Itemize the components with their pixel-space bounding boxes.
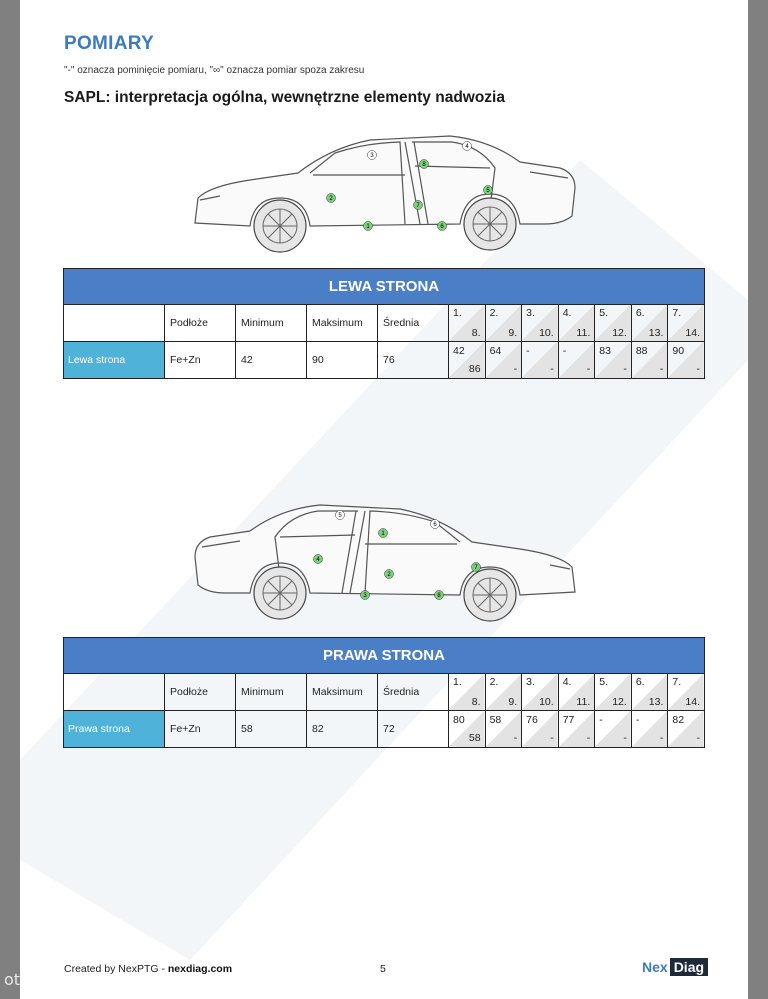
otomoto-watermark: otomoto [4,970,72,989]
col-minimum: Minimum [236,305,307,342]
point-value [668,711,705,748]
marker-4 [314,555,323,564]
point-header [522,305,559,342]
split-value-cell [632,342,668,378]
value-bottom: 58 [468,732,481,744]
substrate-value: Fe+Zn [165,711,236,748]
point-number-top: 7. [672,307,682,319]
maximum-value: 82 [307,711,378,748]
value-bottom: - [659,732,664,744]
point-number-top: 4. [562,676,572,688]
point-value [631,711,668,748]
marker-6 [438,222,447,231]
col-maximum: Maksimum [307,674,378,711]
value-bottom: - [586,363,591,375]
split-header-cell [486,305,522,341]
point-number-bottom: 11. [576,696,591,708]
empty-header-cell [64,674,165,711]
split-value-cell [559,342,595,378]
value-bottom: - [696,363,700,375]
maximum-value: 90 [307,342,378,379]
point-value [595,711,632,748]
point-number-top: 2. [489,307,499,319]
point-number-top: 1. [453,307,462,319]
svg-text:2: 2 [329,196,333,202]
marker-8 [420,160,429,169]
point-number-bottom: 10. [539,327,554,339]
split-value-cell [486,711,522,747]
average-value: 76 [378,342,449,379]
point-number-top: 6. [635,307,645,319]
svg-text:5: 5 [486,188,490,194]
empty-header-cell [64,305,165,342]
row-label: Lewa strona [64,342,165,379]
minimum-value: 58 [236,711,307,748]
col-substrate: Podłoże [165,305,236,342]
point-value [668,342,705,379]
svg-text:3: 3 [370,153,374,159]
point-value [631,342,668,379]
value-bottom: - [659,363,664,375]
point-header [558,305,595,342]
point-header [595,305,632,342]
value-top: 80 [453,714,465,726]
svg-text:6: 6 [433,522,437,528]
svg-text:7: 7 [416,203,420,209]
footer-site-link[interactable]: nexdiag.com [167,963,233,975]
point-header [449,305,486,342]
value-bottom: - [513,732,518,744]
split-header-cell [522,674,558,710]
point-number-bottom: 8. [471,696,481,708]
value-bottom: - [623,363,627,375]
split-header-cell [486,674,522,710]
footer-prefix: Created by NexPTG - [64,963,168,975]
report-page [20,0,748,999]
point-value [522,342,559,379]
point-number-bottom: 8. [471,327,481,339]
point-header [449,674,486,711]
page-title: POMIARY [64,33,155,54]
value-top: 83 [599,345,611,357]
value-bottom: - [550,732,554,744]
marker-6 [431,520,440,529]
point-header [668,305,705,342]
point-number-top: 5. [599,307,609,319]
point-number-top: 2. [489,676,499,688]
marker-3 [361,591,370,600]
svg-text:3: 3 [363,593,367,599]
col-minimum: Minimum [236,674,307,711]
marker-1 [379,529,388,538]
col-substrate: Podłoże [165,674,236,711]
col-average: Średnia [378,305,449,342]
logo-diag: Diag [670,958,708,976]
right-table-heading: PRAWA STRONA [64,638,705,674]
value-top: - [526,345,530,357]
value-top: 77 [562,714,575,726]
split-value-cell [559,711,595,747]
measurement-legend-note: "-" oznacza pominięcie pomiaru, "∞" oznacza pomiar spoza zakresu [64,65,365,76]
value-bottom: 86 [468,363,481,375]
marker-7 [472,563,481,572]
section-subtitle: SAPL: interpretacja ogólna, wewnętrzne elementy nadwozia [64,89,505,106]
split-value-cell [595,342,631,378]
point-value [485,342,522,379]
split-header-cell [632,305,668,341]
split-header-cell [522,305,558,341]
point-number-bottom: 9. [508,327,518,339]
svg-text:8: 8 [422,162,426,168]
point-number-bottom: 10. [539,696,554,708]
average-value: 72 [378,711,449,748]
value-bottom: - [550,363,554,375]
value-top: - [599,714,603,726]
point-number-top: 3. [526,676,535,688]
right-side-table [63,637,705,748]
point-header [558,674,595,711]
marker-3 [368,151,377,160]
marker-2 [327,194,336,203]
point-header [485,674,522,711]
point-value [485,711,522,748]
svg-text:5: 5 [338,513,342,519]
value-top: 90 [672,345,685,357]
value-top: - [562,345,567,357]
point-number-bottom: 14. [685,696,700,708]
value-top: 42 [453,345,465,357]
point-number-top: 4. [562,307,572,319]
split-value-cell [522,711,558,747]
point-number-bottom: 12. [612,696,627,708]
split-header-cell [449,305,485,341]
point-value [522,711,559,748]
point-value [595,342,632,379]
row-label: Prawa strona [64,711,165,748]
left-side-table [63,268,705,379]
value-top: - [635,714,640,726]
split-value-cell [486,342,522,378]
split-value-cell [449,711,485,747]
point-number-bottom: 14. [685,327,700,339]
svg-text:2: 2 [387,572,391,578]
value-top: 58 [489,714,502,726]
value-top: 82 [672,714,685,726]
point-number-bottom: 13. [648,696,664,708]
value-top: 76 [526,714,538,726]
point-number-top: 1. [453,676,462,688]
value-bottom: - [696,732,700,744]
point-number-bottom: 13. [648,327,664,339]
split-header-cell [668,674,704,710]
value-bottom: - [586,732,591,744]
svg-text:4: 4 [316,557,320,563]
minimum-value: 42 [236,342,307,379]
point-header [631,674,668,711]
svg-text:1: 1 [366,224,370,230]
split-header-cell [559,305,595,341]
split-header-cell [632,674,668,710]
point-number-top: 5. [599,676,609,688]
split-value-cell [595,711,631,747]
marker-7 [414,201,423,210]
split-header-cell [559,674,595,710]
col-average: Średnia [378,674,449,711]
svg-text:1: 1 [381,531,385,537]
logo-nex: Nex [642,958,668,975]
value-top: 88 [635,345,648,357]
point-header [595,674,632,711]
nexdiag-logo [640,957,708,976]
split-header-cell [595,305,631,341]
svg-text:8: 8 [437,593,441,599]
car-left-side-diagram [190,128,580,263]
col-maximum: Maksimum [307,305,378,342]
point-number-top: 6. [635,676,645,688]
marker-2 [385,570,394,579]
split-header-cell [668,305,704,341]
point-number-top: 7. [672,676,682,688]
point-value [449,342,486,379]
footer-credit [64,963,232,975]
split-value-cell [449,342,485,378]
split-value-cell [522,342,558,378]
split-value-cell [668,711,704,747]
left-table-heading: LEWA STRONA [64,269,705,305]
substrate-value: Fe+Zn [165,342,236,379]
value-bottom: - [623,732,627,744]
point-value [558,342,595,379]
marker-1 [364,222,373,231]
point-number-bottom: 9. [508,696,518,708]
point-number-bottom: 12. [612,327,627,339]
point-header [668,674,705,711]
split-header-cell [449,674,485,710]
point-value [449,711,486,748]
point-header [485,305,522,342]
point-value [558,711,595,748]
svg-text:7: 7 [474,565,478,571]
split-value-cell [632,711,668,747]
car-right-side-diagram [190,497,580,632]
marker-5 [336,511,345,520]
point-header [631,305,668,342]
marker-4 [463,142,472,151]
point-header [522,674,559,711]
point-number-bottom: 11. [576,327,591,339]
value-top: 64 [489,345,502,357]
marker-8 [435,591,444,600]
split-value-cell [668,342,704,378]
marker-5 [484,186,493,195]
page-number: 5 [380,963,386,975]
svg-text:4: 4 [465,144,469,150]
point-number-top: 3. [526,307,535,319]
svg-text:6: 6 [440,224,444,230]
value-bottom: - [513,363,518,375]
split-header-cell [595,674,631,710]
